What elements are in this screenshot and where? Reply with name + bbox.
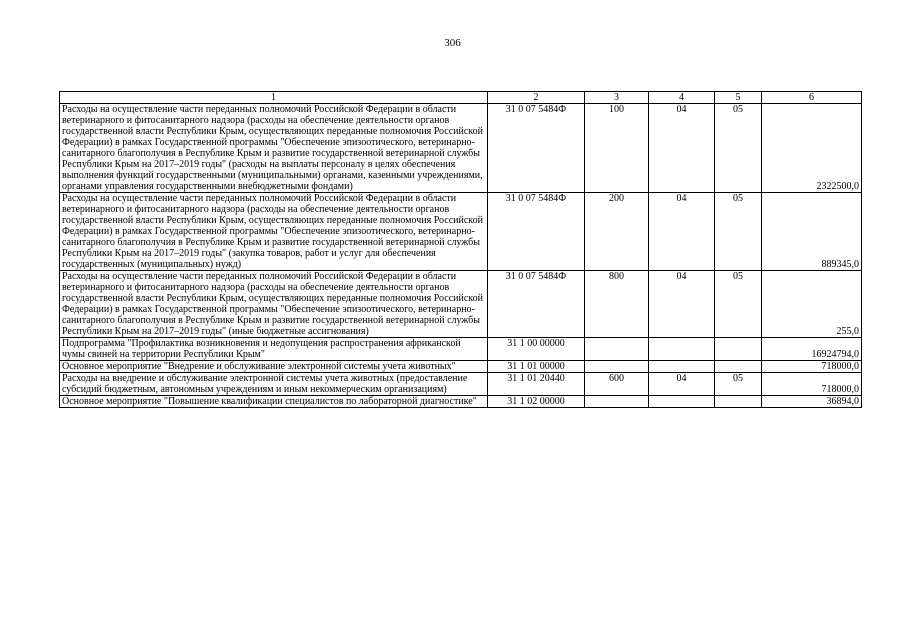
budget-table [59,91,862,408]
row-section: 04 [649,271,715,338]
row-subsection: 05 [715,193,762,271]
header-cell: 3 [585,92,649,104]
table-body [60,92,862,408]
row-amount: 2322500,0 [762,104,862,193]
header-cell: 5 [715,92,762,104]
row-description: Расходы на осуществление части переданных полномочий Российской Федерации в области ветеринарного и фитосанитарного надзора (расходы на обеспечение деятельности органов государственной власти Республики Крым, осуществляющих переданные полномочия Российской Федерации) в рамках Государственной программы "Обеспечение эпизоотического, ветеринарно-санитарного благополучия в Республике Крым и развитие государственной ветеринарной службы Республики Крым на 2017–2019 годы" (иные бюджетные ассигнования) [60,271,488,338]
row-target-code: 31 1 01 20440 [488,373,585,396]
row-subsection: 05 [715,373,762,396]
row-description: Подпрограмма "Профилактика возникновения и недопущения распространения африканской чумы свиней на территории Республики Крым" [60,338,488,361]
row-subsection: 05 [715,104,762,193]
row-expense-type: 100 [585,104,649,193]
header-cell: 6 [762,92,862,104]
row-amount: 718000,0 [762,361,862,373]
row-section: 04 [649,373,715,396]
row-target-code: 31 1 00 00000 [488,338,585,361]
header-cell: 1 [60,92,488,104]
table-row [60,271,862,338]
row-section [649,361,715,373]
row-amount: 718000,0 [762,373,862,396]
row-expense-type: 200 [585,193,649,271]
row-description: Основное мероприятие "Внедрение и обслуживание электронной системы учета животных" [60,361,488,373]
row-expense-type: 600 [585,373,649,396]
row-subsection [715,361,762,373]
row-target-code: 31 0 07 5484Ф [488,193,585,271]
table-row [60,361,862,373]
row-target-code: 31 1 02 00000 [488,396,585,408]
page-number: 306 [444,37,461,49]
header-cell: 4 [649,92,715,104]
row-section: 04 [649,104,715,193]
row-description: Расходы на осуществление части переданных полномочий Российской Федерации в области ветеринарного и фитосанитарного надзора (расходы на обеспечение деятельности органов государственной власти Республики Крым, осуществляющих переданные полномочия Российской Федерации) в рамках Государственной программы "Обеспечение эпизоотического, ветеринарно-санитарного благополучия в Республике Крым и развитие государственной ветеринарной службы Республики Крым на 2017–2019 годы" (расходы на выплаты персоналу в целях обеспечения выполнения функций государственными (муниципальными) органами, казенными учреждениями, органами управления государственными внебюджетными фондами) [60,104,488,193]
row-subsection [715,396,762,408]
table-row [60,104,862,193]
table-row [60,193,862,271]
row-section: 04 [649,193,715,271]
row-expense-type [585,338,649,361]
row-amount: 255,0 [762,271,862,338]
row-expense-type [585,396,649,408]
row-description: Расходы на внедрение и обслуживание электронной системы учета животных (предоставление субсидий бюджетным, автономным учреждениям и иным некоммерческим организациям) [60,373,488,396]
row-expense-type [585,361,649,373]
table-row [60,396,862,408]
row-section [649,396,715,408]
row-description: Расходы на осуществление части переданных полномочий Российской Федерации в области ветеринарного и фитосанитарного надзора (расходы на обеспечение деятельности органов государственной власти Республики Крым, осуществляющих переданные полномочия Российской Федерации) в рамках Государственной программы "Обеспечение эпизоотического, ветеринарно-санитарного благополучия в Республике Крым и развитие государственной ветеринарной службы Республики Крым на 2017–2019 годы" (закупка товаров, работ и услуг для обеспечения государственных (муниципальных) нужд) [60,193,488,271]
row-amount: 16924794,0 [762,338,862,361]
row-target-code: 31 1 01 00000 [488,361,585,373]
row-description: Основное мероприятие "Повышение квалификации специалистов по лабораторной диагностике" [60,396,488,408]
row-amount: 889345,0 [762,193,862,271]
table-row [60,338,862,361]
row-section [649,338,715,361]
row-subsection: 05 [715,271,762,338]
row-expense-type: 800 [585,271,649,338]
table-header-row [60,92,862,104]
table-row [60,373,862,396]
header-cell: 2 [488,92,585,104]
row-target-code: 31 0 07 5484Ф [488,271,585,338]
row-amount: 36894,0 [762,396,862,408]
row-target-code: 31 0 07 5484Ф [488,104,585,193]
row-subsection [715,338,762,361]
